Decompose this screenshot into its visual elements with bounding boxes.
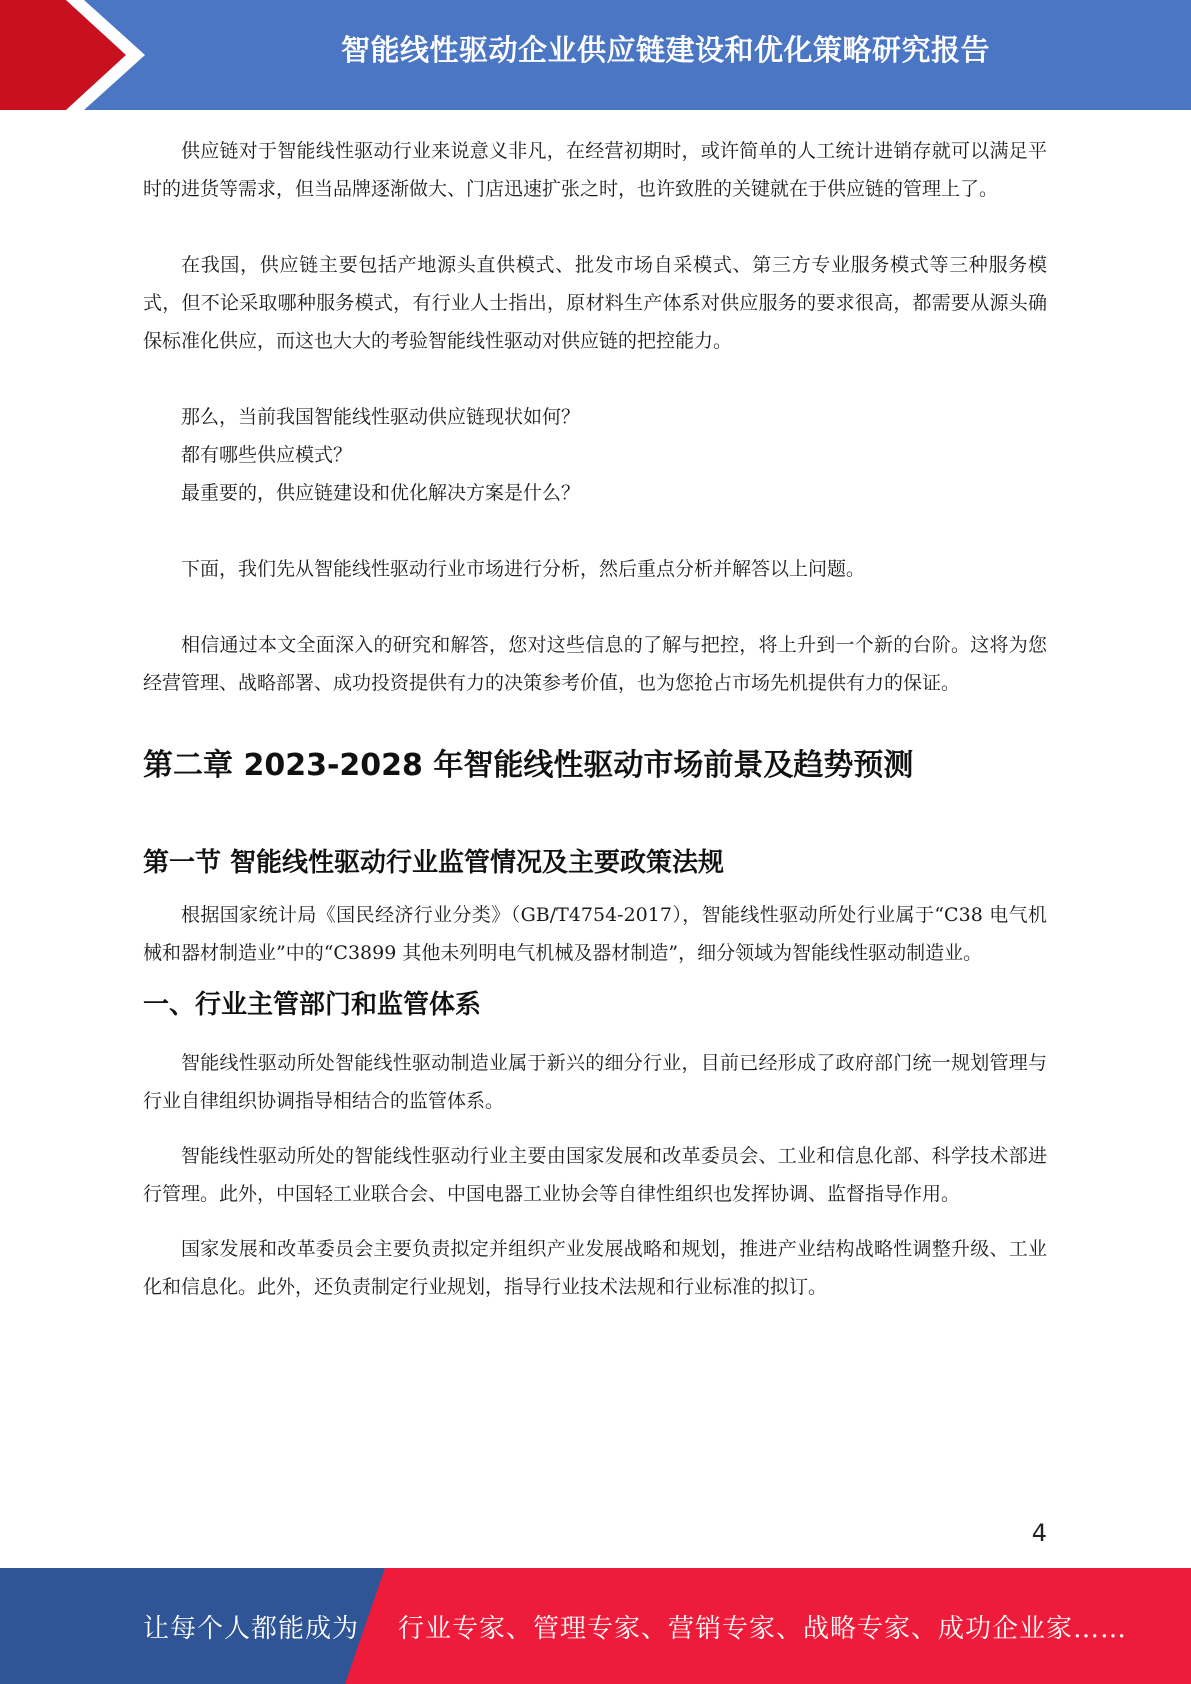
paragraph-classification: 根据国家统计局《国民经济行业分类》（GB/T4754-2017），智能线性驱动所处行业属于“C38 电气机械和器材制造业”中的“C3899 其他未列明电气机械及器材制造”，细分领域为智能线性驱动制造业。 [143,904,1047,964]
paragraph-authorities: 智能线性驱动所处的智能线性驱动行业主要由国家发展和改革委员会、工业和信息化部、科学技术部进行管理。此外，中国轻工业联合会、中国电器工业协会等自律性组织也发挥协调、监督指导作用。 [143,1145,1047,1205]
footer-banner [0,1568,1191,1684]
paragraph-regulatory-system: 智能线性驱动所处智能线性驱动制造业属于新兴的细分行业，目前已经形成了政府部门统一规划管理与行业自律组织协调指导相结合的监管体系。 [143,1052,1047,1112]
header-banner [0,0,1191,110]
document-body [143,132,1047,1306]
paragraph-analysis-plan: 下面，我们先从智能线性驱动行业市场进行分析，然后重点分析并解答以上问题。 [181,558,866,580]
report-title: 智能线性驱动企业供应链建设和优化策略研究报告 [340,33,990,67]
chapter-title: 第二章 2023-2028 年智能线性驱动市场前景及趋势预测 [143,748,914,783]
question-supply-modes: 都有哪些供应模式？ [181,444,353,466]
section-title: 第一节 智能线性驱动行业监管情况及主要政策法规 [143,848,725,878]
paragraph-supply-modes: 在我国，供应链主要包括产地源头直供模式、批发市场自采模式、第三方专业服务模式等三种服务模式，但不论采取哪种服务模式，有行业人士指出，原材料生产体系对供应服务的要求很高，都需要从源头确保标准化供应，而这也大大的考验智能线性驱动对供应链的把控能力。 [143,254,1047,352]
paragraph-ndrc: 国家发展和改革委员会主要负责拟定并组织产业发展战略和规划，推进产业结构战略性调整升级、工业化和信息化。此外，还负责制定行业规划，指导行业技术法规和行业标准的拟订。 [143,1238,1047,1298]
question-solution: 最重要的，供应链建设和优化解决方案是什么？ [181,482,581,504]
question-current-status: 那么，当前我国智能线性驱动供应链现状如何？ [181,406,581,428]
paragraph-intro: 供应链对于智能线性驱动行业来说意义非凡，在经营初期时，或许简单的人工统计进销存就可以满足平时的进货等需求，但当品牌逐渐做大、门店迅速扩张之时，也许致胜的关键就在于供应链的管理上了。 [143,140,1047,200]
header-arrow-decoration [0,0,160,110]
subsection-title: 一、行业主管部门和监管体系 [143,990,482,1020]
footer-slogan-right: 行业专家、管理专家、营销专家、战略专家、成功企业家…… [398,1614,1128,1644]
page-number: 4 [1031,1519,1047,1547]
paragraph-value: 相信通过本文全面深入的研究和解答，您对这些信息的了解与把控，将上升到一个新的台阶。这将为您经营管理、战略部署、成功投资提供有力的决策参考价值，也为您抢占市场先机提供有力的保证。 [143,634,1047,694]
footer-slogan-left: 让每个人都能成为 [143,1614,360,1644]
